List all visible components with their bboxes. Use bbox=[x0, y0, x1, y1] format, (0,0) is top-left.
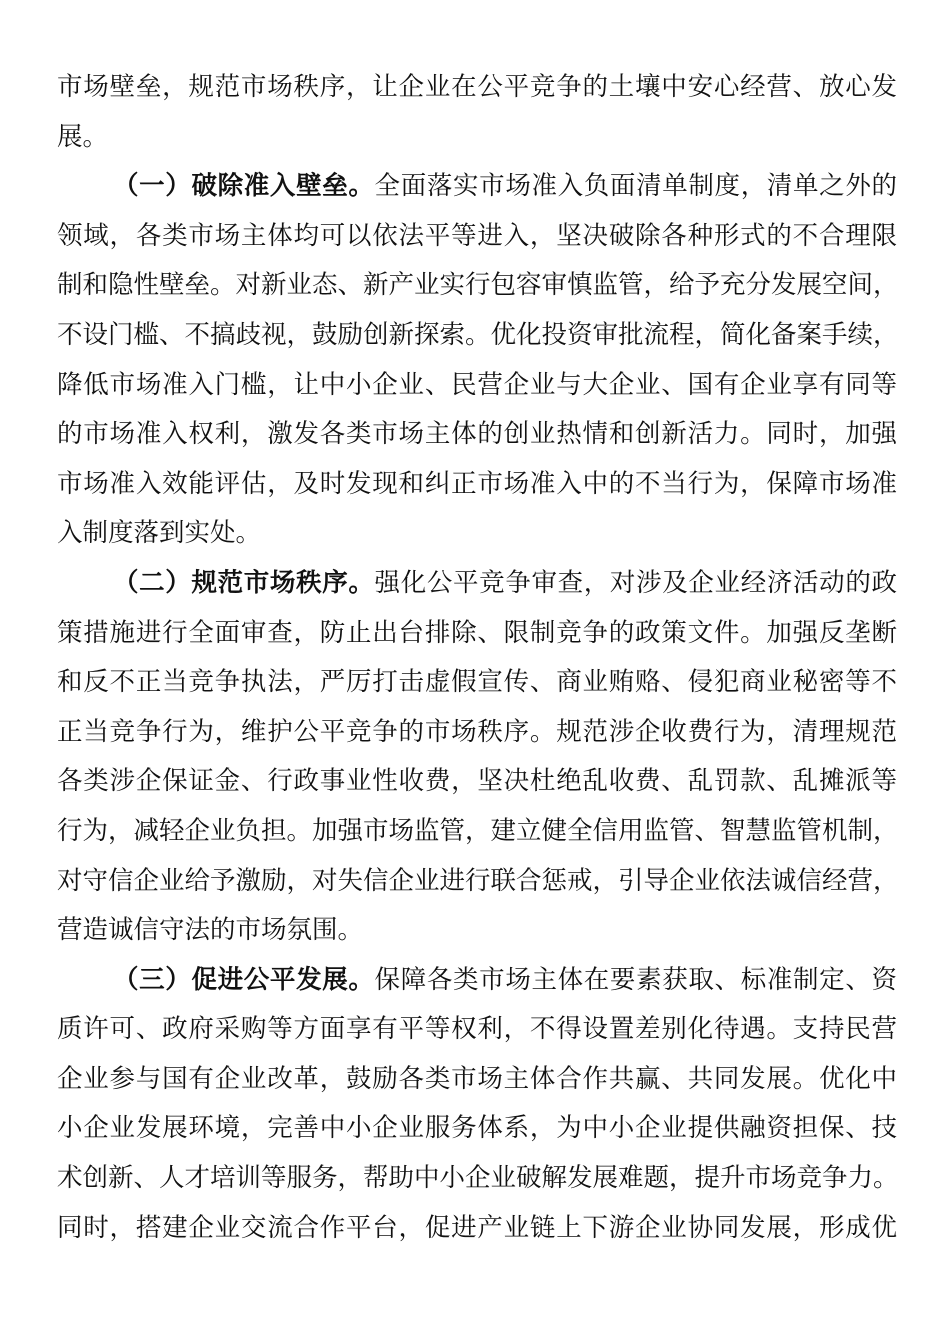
section-heading: （二）规范市场秩序。 bbox=[113, 567, 375, 598]
text-line: 制和隐性壁垒。对新业态、新产业实行包容审慎监管，给予充分发展空间， bbox=[57, 270, 899, 301]
text-span: 保障各类市场主体在要素获取、标准制定、资 bbox=[374, 964, 897, 995]
paragraph-section-3 bbox=[57, 956, 897, 1254]
text-line bbox=[57, 162, 897, 212]
text-line: 不设门槛、不搞歧视，鼓励创新探索。优化投资审批流程，简化备案手续， bbox=[57, 319, 899, 350]
text-line: 对守信企业给予激励，对失信企业进行联合惩戒，引导企业依法诚信经营， bbox=[57, 865, 899, 896]
text-line: 策措施进行全面审查，防止出台排除、限制竞争的政策文件。加强反垄断 bbox=[57, 617, 897, 648]
text-span: 全面落实市场准入负面清单制度，清单之外的 bbox=[374, 171, 897, 202]
text-line: 质许可、政府采购等方面享有平等权利，不得设置差别化待遇。支持民营 bbox=[57, 1014, 897, 1045]
text-line: 入制度落到实处。 bbox=[57, 518, 262, 549]
document-page bbox=[57, 63, 897, 1253]
section-heading: （一）破除准入壁垒。 bbox=[113, 171, 375, 202]
paragraph-intro-tail bbox=[57, 63, 897, 162]
text-line bbox=[57, 956, 897, 1006]
section-heading: （三）促进公平发展。 bbox=[113, 964, 375, 995]
text-line: 领域，各类市场主体均可以依法平等进入，坚决破除各种形式的不合理限 bbox=[57, 220, 897, 251]
text-line: 市场壁垒，规范市场秩序，让企业在公平竞争的土壤中安心经营、放心发 bbox=[57, 72, 897, 102]
paragraph-section-2 bbox=[57, 559, 897, 956]
text-line: 和反不正当竞争执法，严厉打击虚假宣传、商业贿赂、侵犯商业秘密等不 bbox=[57, 667, 897, 698]
text-line: 降低市场准入门槛，让中小企业、民营企业与大企业、国有企业享有同等 bbox=[57, 369, 897, 400]
text-span: 强化公平竞争审查，对涉及企业经济活动的政 bbox=[374, 567, 897, 598]
text-line: 术创新、人才培训等服务，帮助中小企业破解发展难题，提升市场竞争力。 bbox=[57, 1163, 899, 1194]
text-line: 营造诚信守法的市场氛围。 bbox=[57, 915, 364, 946]
text-line: 展。 bbox=[57, 121, 109, 152]
text-line: 正当竞争行为，维护公平竞争的市场秩序。规范涉企收费行为，清理规范 bbox=[57, 716, 897, 747]
text-line: 市场准入效能评估，及时发现和纠正市场准入中的不当行为，保障市场准 bbox=[57, 468, 897, 499]
text-line: 同时，搭建企业交流合作平台，促进产业链上下游企业协同发展，形成优 bbox=[57, 1212, 897, 1243]
text-line: 行为，减轻企业负担。加强市场监管，建立健全信用监管、智慧监管机制， bbox=[57, 815, 899, 846]
text-line: 小企业发展环境，完善中小企业服务体系，为中小企业提供融资担保、技 bbox=[57, 1113, 897, 1144]
text-line: 的市场准入权利，激发各类市场主体的创业热情和创新活力。同时，加强 bbox=[57, 419, 897, 450]
text-line: 各类涉企保证金、行政事业性收费，坚决杜绝乱收费、乱罚款、乱摊派等 bbox=[57, 766, 897, 797]
text-line: 企业参与国有企业改革，鼓励各类市场主体合作共赢、共同发展。优化中 bbox=[57, 1063, 897, 1094]
text-line bbox=[57, 559, 897, 609]
paragraph-section-1 bbox=[57, 162, 897, 559]
